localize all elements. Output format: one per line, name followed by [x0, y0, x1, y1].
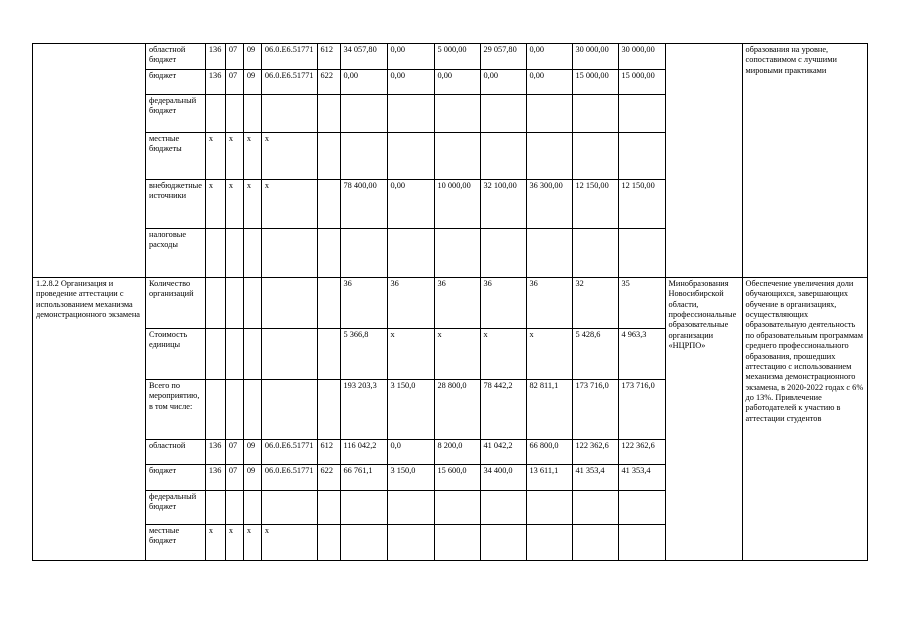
- value-cell: [340, 95, 387, 133]
- value-cell: 06.0.Е6.51771: [261, 465, 317, 491]
- value-cell: 15 000,00: [618, 70, 665, 95]
- value-cell: 07: [225, 465, 243, 491]
- value-cell: 136: [205, 44, 225, 70]
- value-cell: 36 300,00: [526, 180, 572, 229]
- table-row: [33, 278, 868, 329]
- value-cell: [225, 95, 243, 133]
- value-cell: [243, 329, 261, 380]
- value-cell: 0,00: [526, 44, 572, 70]
- value-cell: 30 000,00: [572, 44, 618, 70]
- executor-cell: [665, 44, 742, 278]
- value-cell: 5 366,8: [340, 329, 387, 380]
- value-cell: 36: [340, 278, 387, 329]
- value-cell: 32 100,00: [480, 180, 526, 229]
- value-cell: [261, 229, 317, 278]
- value-cell: 3 150,0: [387, 380, 434, 440]
- value-cell: 78 400,00: [340, 180, 387, 229]
- value-cell: [526, 491, 572, 525]
- value-cell: 36: [480, 278, 526, 329]
- value-cell: 136: [205, 70, 225, 95]
- value-cell: 122 362,6: [572, 440, 618, 465]
- value-cell: [205, 491, 225, 525]
- value-cell: x: [243, 525, 261, 561]
- value-cell: 82 811,1: [526, 380, 572, 440]
- value-cell: 07: [225, 44, 243, 70]
- value-cell: x: [205, 133, 225, 180]
- value-cell: [572, 95, 618, 133]
- value-cell: [261, 380, 317, 440]
- value-cell: 07: [225, 70, 243, 95]
- value-cell: 173 716,0: [618, 380, 665, 440]
- value-cell: 0,00: [434, 70, 480, 95]
- value-cell: [205, 380, 225, 440]
- value-cell: 612: [317, 44, 340, 70]
- value-cell: x: [205, 180, 225, 229]
- value-cell: 0,00: [526, 70, 572, 95]
- value-cell: 06.0.Е6.51771: [261, 44, 317, 70]
- source-name-cell: областной бюджет: [146, 44, 206, 70]
- value-cell: [317, 525, 340, 561]
- value-cell: 122 362,6: [618, 440, 665, 465]
- value-cell: [434, 95, 480, 133]
- value-cell: [261, 95, 317, 133]
- value-cell: 10 000,00: [434, 180, 480, 229]
- value-cell: [340, 491, 387, 525]
- executor-cell: Минобразования Новосибирской области, профессиональные образовательные организации «НЦРПО»: [665, 278, 742, 561]
- value-cell: 09: [243, 70, 261, 95]
- value-cell: 622: [317, 465, 340, 491]
- value-cell: 622: [317, 70, 340, 95]
- value-cell: [243, 95, 261, 133]
- value-cell: 5 000,00: [434, 44, 480, 70]
- value-cell: [480, 491, 526, 525]
- value-cell: x: [225, 180, 243, 229]
- value-cell: 15 000,00: [572, 70, 618, 95]
- source-name-cell: налоговые расходы: [146, 229, 206, 278]
- value-cell: 12 150,00: [618, 180, 665, 229]
- value-cell: 173 716,0: [572, 380, 618, 440]
- value-cell: 32: [572, 278, 618, 329]
- value-cell: 09: [243, 44, 261, 70]
- value-cell: x: [243, 133, 261, 180]
- value-cell: [526, 525, 572, 561]
- value-cell: [225, 329, 243, 380]
- value-cell: [261, 329, 317, 380]
- value-cell: 3 150,0: [387, 465, 434, 491]
- result-cell: образования на уровне, сопоставимом с лучшими мировыми практиками: [742, 44, 867, 278]
- value-cell: 41 353,4: [618, 465, 665, 491]
- measure-cell: [33, 44, 146, 278]
- value-cell: [317, 180, 340, 229]
- value-cell: 0,00: [387, 70, 434, 95]
- value-cell: [243, 380, 261, 440]
- value-cell: x: [261, 525, 317, 561]
- value-cell: [618, 525, 665, 561]
- value-cell: 0,00: [387, 44, 434, 70]
- value-cell: 0,0: [387, 440, 434, 465]
- value-cell: x: [225, 133, 243, 180]
- source-name-cell: Стоимость единицы: [146, 329, 206, 380]
- value-cell: [480, 525, 526, 561]
- value-cell: [225, 278, 243, 329]
- value-cell: [261, 278, 317, 329]
- value-cell: 34 057,80: [340, 44, 387, 70]
- value-cell: [526, 229, 572, 278]
- value-cell: 12 150,00: [572, 180, 618, 229]
- source-name-cell: местные бюджет: [146, 525, 206, 561]
- value-cell: 8 200,0: [434, 440, 480, 465]
- value-cell: 29 057,80: [480, 44, 526, 70]
- source-name-cell: Всего по мероприятию, в том числе:: [146, 380, 206, 440]
- value-cell: x: [387, 329, 434, 380]
- value-cell: [205, 95, 225, 133]
- value-cell: 116 042,2: [340, 440, 387, 465]
- value-cell: [243, 229, 261, 278]
- value-cell: 34 400,0: [480, 465, 526, 491]
- value-cell: [572, 133, 618, 180]
- value-cell: [317, 95, 340, 133]
- source-name-cell: внебюджетные источники: [146, 180, 206, 229]
- value-cell: [340, 229, 387, 278]
- value-cell: 36: [387, 278, 434, 329]
- table-body: [33, 44, 868, 561]
- source-name-cell: бюджет: [146, 465, 206, 491]
- value-cell: 4 963,3: [618, 329, 665, 380]
- source-name-cell: федеральный бюджет: [146, 491, 206, 525]
- value-cell: [225, 380, 243, 440]
- value-cell: 78 442,2: [480, 380, 526, 440]
- value-cell: [434, 491, 480, 525]
- value-cell: 193 203,3: [340, 380, 387, 440]
- value-cell: 06.0.Е6.51771: [261, 70, 317, 95]
- value-cell: [205, 229, 225, 278]
- value-cell: [317, 380, 340, 440]
- value-cell: x: [480, 329, 526, 380]
- value-cell: 30 000,00: [618, 44, 665, 70]
- value-cell: 36: [434, 278, 480, 329]
- value-cell: 5 428,6: [572, 329, 618, 380]
- value-cell: [340, 133, 387, 180]
- value-cell: x: [205, 525, 225, 561]
- value-cell: [434, 229, 480, 278]
- value-cell: x: [526, 329, 572, 380]
- value-cell: 41 042,2: [480, 440, 526, 465]
- value-cell: 136: [205, 440, 225, 465]
- value-cell: [572, 491, 618, 525]
- value-cell: [317, 329, 340, 380]
- value-cell: [317, 133, 340, 180]
- value-cell: [387, 133, 434, 180]
- value-cell: [225, 491, 243, 525]
- value-cell: [387, 525, 434, 561]
- value-cell: 06.0.Е6.51771: [261, 440, 317, 465]
- value-cell: x: [225, 525, 243, 561]
- value-cell: [480, 229, 526, 278]
- value-cell: 35: [618, 278, 665, 329]
- value-cell: 09: [243, 440, 261, 465]
- source-name-cell: областной: [146, 440, 206, 465]
- value-cell: 13 611,1: [526, 465, 572, 491]
- source-name-cell: местные бюджеты: [146, 133, 206, 180]
- value-cell: [618, 491, 665, 525]
- value-cell: [340, 525, 387, 561]
- value-cell: [261, 491, 317, 525]
- result-cell: Обеспечение увеличения доли обучающихся, завершающих обучение в организациях, осуществляющих образовательную деятельность по образовательным программам среднего профессионального образования, прошедших аттестацию с использованием механизма демонстрационного экзамена, в 2020-2022 годах с 6% до 13%. Привлечение работодателей к участию в аттестации студентов: [742, 278, 867, 561]
- value-cell: 66 761,1: [340, 465, 387, 491]
- value-cell: [317, 278, 340, 329]
- budget-table: [32, 43, 868, 561]
- value-cell: [205, 278, 225, 329]
- value-cell: 136: [205, 465, 225, 491]
- value-cell: x: [434, 329, 480, 380]
- value-cell: [618, 229, 665, 278]
- value-cell: 36: [526, 278, 572, 329]
- value-cell: [317, 229, 340, 278]
- value-cell: [317, 491, 340, 525]
- value-cell: [480, 133, 526, 180]
- value-cell: [205, 329, 225, 380]
- value-cell: [387, 95, 434, 133]
- value-cell: [225, 229, 243, 278]
- value-cell: [618, 95, 665, 133]
- value-cell: 66 800,0: [526, 440, 572, 465]
- source-name-cell: бюджет: [146, 70, 206, 95]
- source-name-cell: Количество организаций: [146, 278, 206, 329]
- value-cell: [434, 133, 480, 180]
- value-cell: [572, 229, 618, 278]
- value-cell: x: [261, 180, 317, 229]
- value-cell: [243, 278, 261, 329]
- value-cell: [387, 229, 434, 278]
- value-cell: 0,00: [480, 70, 526, 95]
- value-cell: 07: [225, 440, 243, 465]
- value-cell: 41 353,4: [572, 465, 618, 491]
- value-cell: 0,00: [387, 180, 434, 229]
- value-cell: [480, 95, 526, 133]
- value-cell: 612: [317, 440, 340, 465]
- value-cell: [572, 525, 618, 561]
- value-cell: 15 600,0: [434, 465, 480, 491]
- value-cell: [526, 95, 572, 133]
- value-cell: 28 800,0: [434, 380, 480, 440]
- measure-cell: 1.2.8.2 Организация и проведение аттестации с использованием механизма демонстрационного экзамена: [33, 278, 146, 561]
- value-cell: [243, 491, 261, 525]
- table-row: [33, 44, 868, 70]
- value-cell: [526, 133, 572, 180]
- value-cell: [434, 525, 480, 561]
- value-cell: x: [261, 133, 317, 180]
- source-name-cell: федеральный бюджет: [146, 95, 206, 133]
- value-cell: 0,00: [340, 70, 387, 95]
- value-cell: [618, 133, 665, 180]
- value-cell: [387, 491, 434, 525]
- value-cell: 09: [243, 465, 261, 491]
- value-cell: x: [243, 180, 261, 229]
